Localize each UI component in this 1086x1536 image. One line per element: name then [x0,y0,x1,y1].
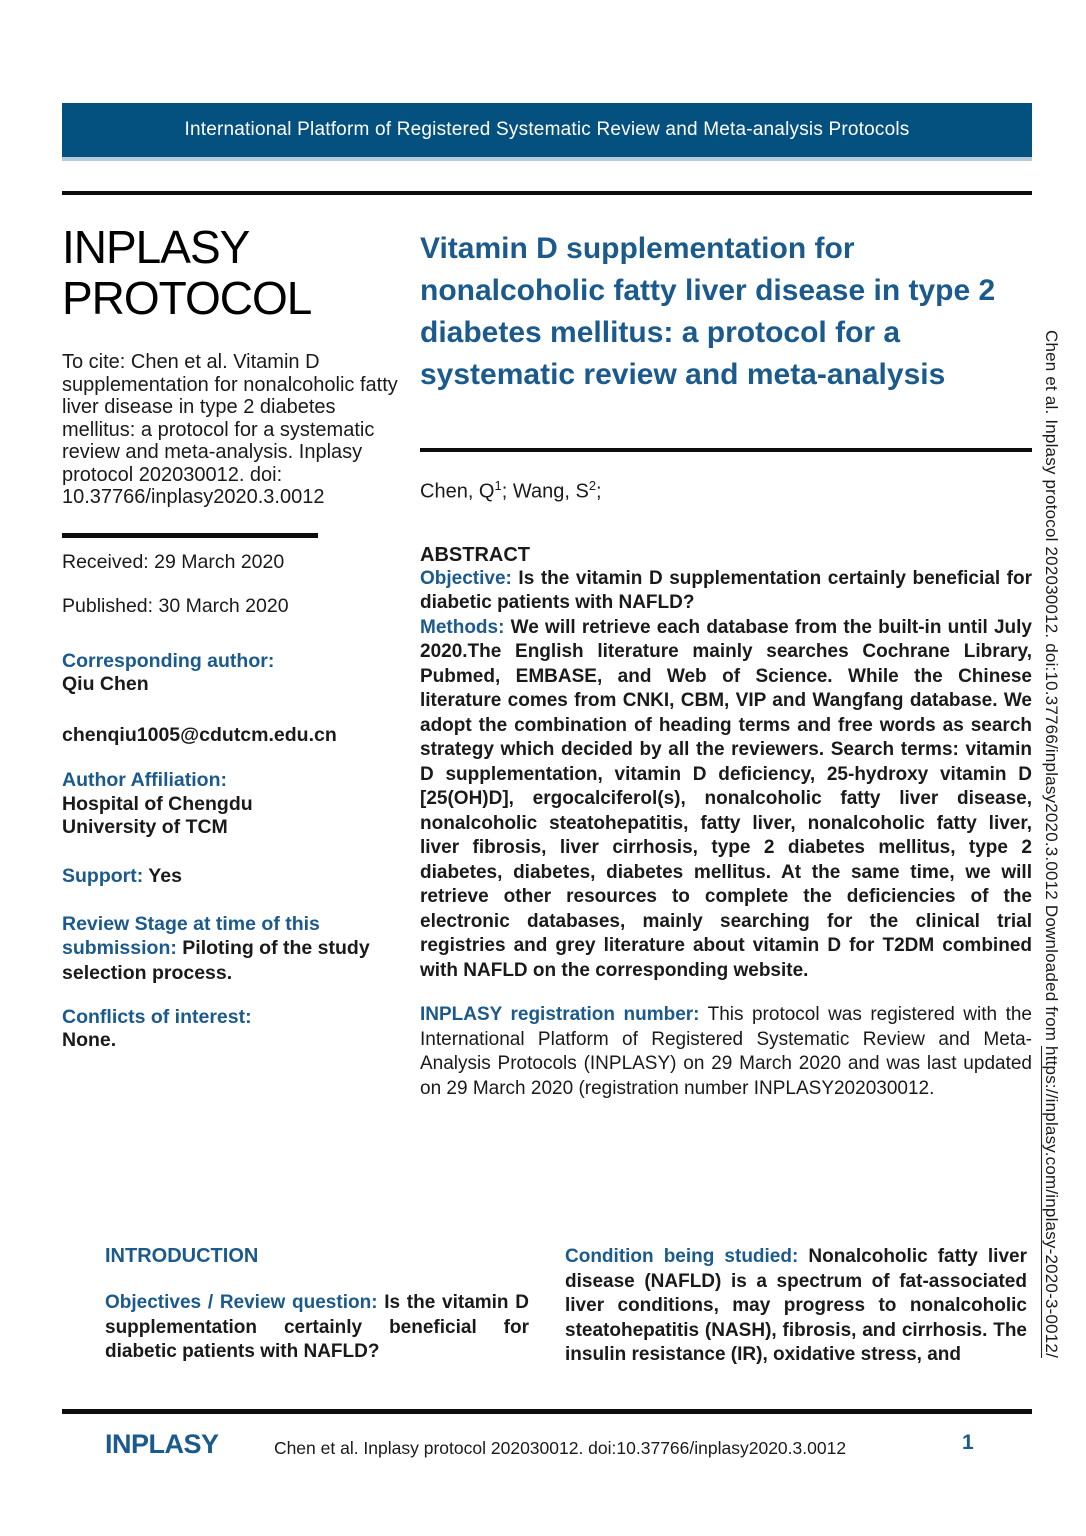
abstract-methods [420,616,1032,984]
corresponding-author-block [62,650,404,697]
condition-text: Nonalcoholic fatty liver disease (NAFLD) is a spectrum of fat-associated liver conditions, may progress to nonalcoholic steatohepatitis (NASH), fibrosis, and cirrhosis. The insulin resistance (IR), oxidative stress, and [565,1246,1027,1365]
cite-note-doi: 10.37766/inplasy2020.3.0012 [62,486,325,508]
objectives-label: Objectives / Review question: [105,1292,378,1313]
conflicts-block [62,1006,404,1053]
footer-citation: Chen et al. Inplasy protocol 202030012. doi:10.37766/inplasy2020.3.0012 [273,1438,847,1458]
author-1-affiliation-mark: 1 [494,478,502,493]
objective-text: Is the vitamin D supplementation certainly beneficial for diabetic patients with NAFLD? [420,567,1032,614]
support-value: Yes [143,864,182,887]
support-block [62,865,404,889]
abstract-objective [420,567,1032,616]
author-2: Wang, S [512,480,589,503]
article-title: Vitamin D supplementation for nonalcoholic fatty liver disease in type 2 diabetes mellitus: a protocol for a systematic review and meta-analysis [420,232,996,391]
masthead-title [62,222,404,324]
page-number: 1 [962,1431,974,1454]
methods-text: We will retrieve each database from the built-in until July 2020.The English literature mainly searches Cochrane Library, Pubmed, EMBASE, and Web of Science. While the Chinese literature comes from CNKI, CBM, VIP and Wangfang database. We adopt the combination of heading terms and free words as search strategy which decided by all the reviewers. Search terms: vitamin D supplementation, vitamin D deficiency, 25-hydroxy vitamin D [25(OH)D], ergocalciferol(s), nonalcoholic fatty liver disease, nonalcoholic steatohepatitis, fatty liver, nonalcoholic fatty liver, liver fibrosis, liver cirrhosis, type 2 diabetes mellitus, type 2 diabetes, diabetes, diabetes mellitus. At the same time, we will retrieve other resources to complete the deficiencies of the electronic databases, mainly searching for the clinical trial registries and grey literature about vitamin D for T2DM combined with NAFLD on the corresponding website. [420,616,1032,981]
introduction-column [105,1245,529,1384]
journal-banner-title: International Platform of Registered Systematic Review and Meta-analysis Protocols [184,119,910,140]
sidebar-citation [1041,330,1061,1358]
sidebar-citation-text: Chen et al. Inplasy protocol 202030012. doi:10.37766/inplasy2020.3.0012 Downloaded from [1042,330,1061,1047]
left-column-divider [62,533,318,538]
received-date: Received: 29 March 2020 [62,550,285,573]
condition-column [565,1245,1027,1387]
cite-note [62,351,404,509]
registration-text: This protocol was registered with the International Platform of Registered Systematic Review and Meta-Analysis Protocols (INPLASY) on 29 March 2020 and was last updated on 29 March 2020 (registration number INPLASY202030012. [420,1004,1032,1099]
affiliation-block [62,769,404,840]
article-column [420,228,1032,1120]
corresponding-author-email: chenqiu1005@cdutcm.edu.cn [62,723,337,746]
conflicts-value: None. [62,1029,117,1052]
masthead-line1: INPLASY [62,221,250,273]
objectives-paragraph [105,1291,529,1365]
published-date: Published: 30 March 2020 [62,595,289,617]
review-stage-block [62,912,404,985]
objective-label: Objective: [420,567,512,589]
registration-label: INPLASY registration number: [420,1004,700,1026]
title-divider [420,448,1032,452]
author-1: Chen, Q [420,480,495,503]
journal-banner [62,103,1032,161]
author-list [420,478,1032,504]
affiliation-line1: Hospital of Chengdu [62,792,253,815]
author-separator: ; [501,480,513,503]
author-2-affiliation-mark: 2 [588,478,597,493]
footer-divider [62,1409,1032,1414]
footer-logo: INPLASY [105,1429,219,1459]
condition-label: Condition being studied: [565,1246,799,1267]
header-divider [62,191,1032,195]
affiliation-line2: University of TCM [62,816,228,838]
sidebar-download-url[interactable]: https://inplasy.com/inplasy-2020-3-0012/ [1042,1046,1061,1359]
left-column [62,222,404,1053]
conflicts-label: Conflicts of interest: [62,1005,252,1028]
objectives-text: Is the vitamin D supplementation certainly beneficial for diabetic patients with NAFLD? [105,1292,529,1362]
masthead-line2: PROTOCOL [62,272,312,324]
corresponding-author-name: Qiu Chen [62,673,149,695]
cite-note-text: To cite: Chen et al. Vitamin D supplementation for nonalcoholic fatty liver disease in type 2 diabetes mellitus: a protocol for a systematic review and meta-analysis. Inplasy protocol 202030012. doi: [62,351,398,486]
registration-paragraph [420,1003,1032,1101]
affiliation-label: Author Affiliation: [62,769,227,791]
review-stage-label: Review Stage at time of this submission: [62,913,320,960]
review-stage-value: Piloting of the study selection process. [62,937,370,984]
introduction-heading: INTRODUCTION [105,1245,259,1267]
corresponding-author-label: Corresponding author: [62,649,275,672]
condition-paragraph [565,1245,1027,1368]
author-list-end: ; [596,480,602,503]
methods-label: Methods: [420,616,505,638]
abstract-heading: ABSTRACT [420,543,530,566]
support-label: Support: [62,864,144,887]
